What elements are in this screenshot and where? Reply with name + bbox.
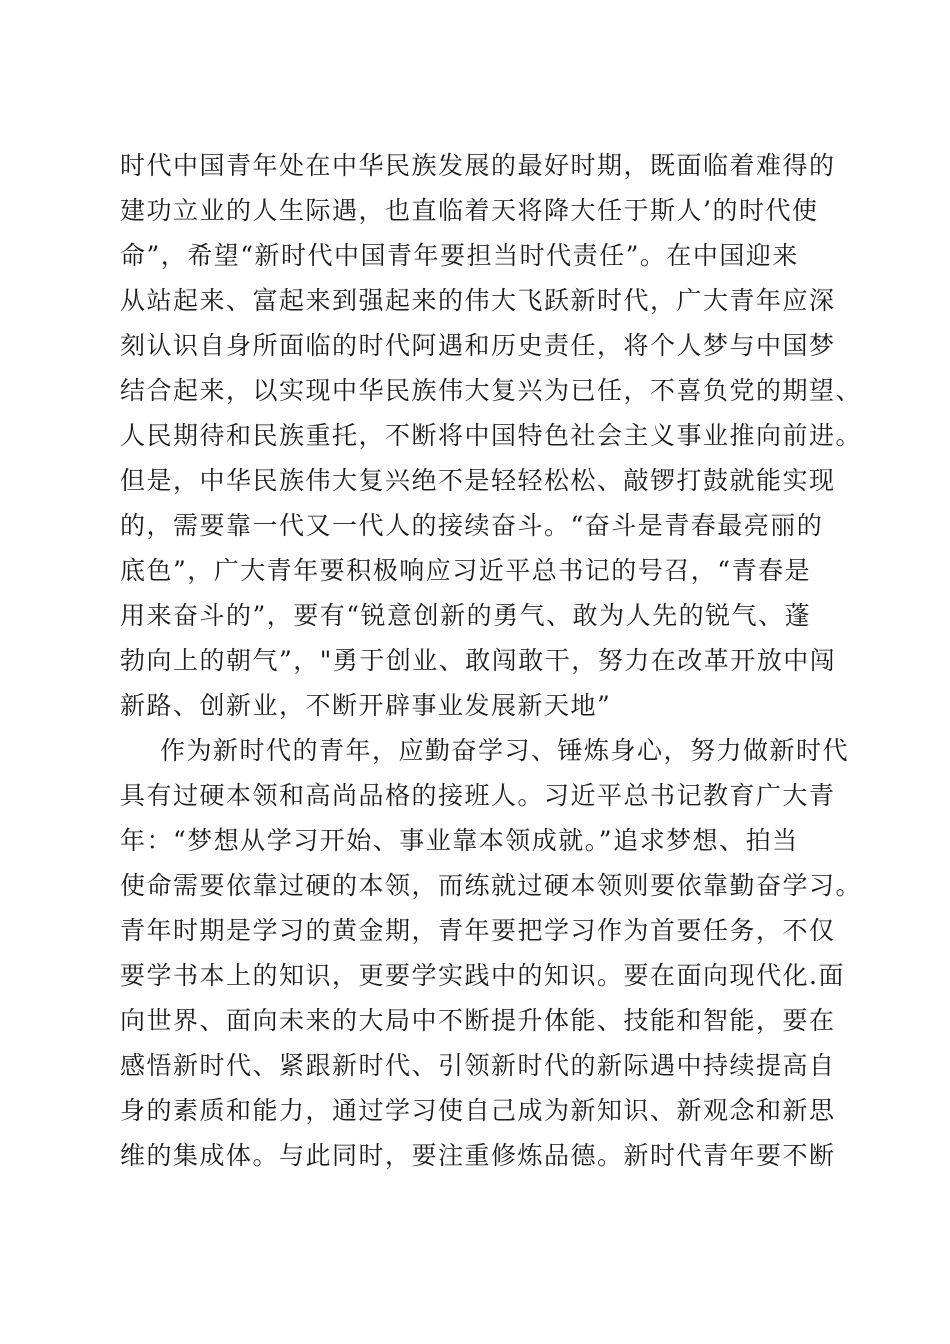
text-line: 命”，希望“新时代中国青年要担当时代责任”。在中国迎来 bbox=[120, 241, 799, 270]
text-line: 结合起来，以实现中华民族伟大复兴为已任，不喜负党的期望、 bbox=[120, 376, 863, 405]
text-line: 青年时期是学习的黄金期，青年要把学习作为首要任务，不仅 bbox=[120, 916, 836, 945]
paragraph-2 bbox=[120, 728, 863, 1178]
text-line: 年：“梦想从学习开始、事业靠本领成就。”追求梦想、拍当 bbox=[120, 826, 799, 855]
text-line-indented: 作为新时代的青年，应勤奋学习、锤炼身心，努力做新时代 bbox=[160, 736, 850, 765]
text-line: 使命需要依靠过硬的本领，而练就过硬本领则要依靠勤奋学习。 bbox=[120, 871, 863, 900]
text-line: 建功立业的人生际遇，也直临着天将降大任于斯人’的时代使 bbox=[120, 196, 819, 225]
text-line: 维的集成体。与此同时，要注重修炼品德。新时代青年要不断 bbox=[120, 1141, 836, 1170]
text-line: 向世界、面向未来的大局中不断提升体能、技能和智能，要在 bbox=[120, 1006, 836, 1035]
paragraph-1 bbox=[120, 143, 863, 728]
text-line: 刻认识自身所面临的时代阿遇和历史责任，将个人梦与中国梦 bbox=[120, 331, 836, 360]
text-line: 时代中国青年处在中华民族发展的最好时期，既面临着难得的 bbox=[120, 151, 836, 180]
body-text bbox=[120, 143, 863, 1178]
text-line: 人民期待和民族重托，不断将中国特色社会主义事业推向前进。 bbox=[120, 421, 863, 450]
text-line: 感悟新时代、紧跟新时代、引领新时代的新际遇中持续提高自 bbox=[120, 1051, 836, 1080]
text-line: 身的素质和能力，通过学习使自己成为新知识、新观念和新思 bbox=[120, 1096, 836, 1125]
text-line: 要学书本上的知识，更要学实践中的知识。要在面向现代化.面 bbox=[120, 961, 845, 990]
text-line: 勃向上的朝气”，"勇于创业、敢闯敢干，努力在改革开放中闯 bbox=[120, 646, 837, 675]
text-line: 用来奋斗的”，要有“锐意创新的勇气、敢为人先的锐气、蓬 bbox=[120, 601, 812, 630]
text-line: 从站起来、富起来到强起来的伟大飞跃新时代，广大青年应深 bbox=[120, 286, 836, 315]
text-line: 但是，中华民族伟大复兴绝不是轻轻松松、敲锣打鼓就能实现 bbox=[120, 466, 836, 495]
text-line: 新路、创新业，不断开辟事业发展新天地” bbox=[120, 691, 612, 720]
text-line: 的，需要靠一代又一代人的接续奋斗。“奋斗是青春最亮丽的 bbox=[120, 511, 824, 540]
text-line: 底色”，广大青年要积极响应习近平总书记的号召，“青春是 bbox=[120, 556, 812, 585]
text-line: 具有过硬本领和高尚品格的接班人。习近平总书记教育广大青 bbox=[120, 781, 836, 810]
